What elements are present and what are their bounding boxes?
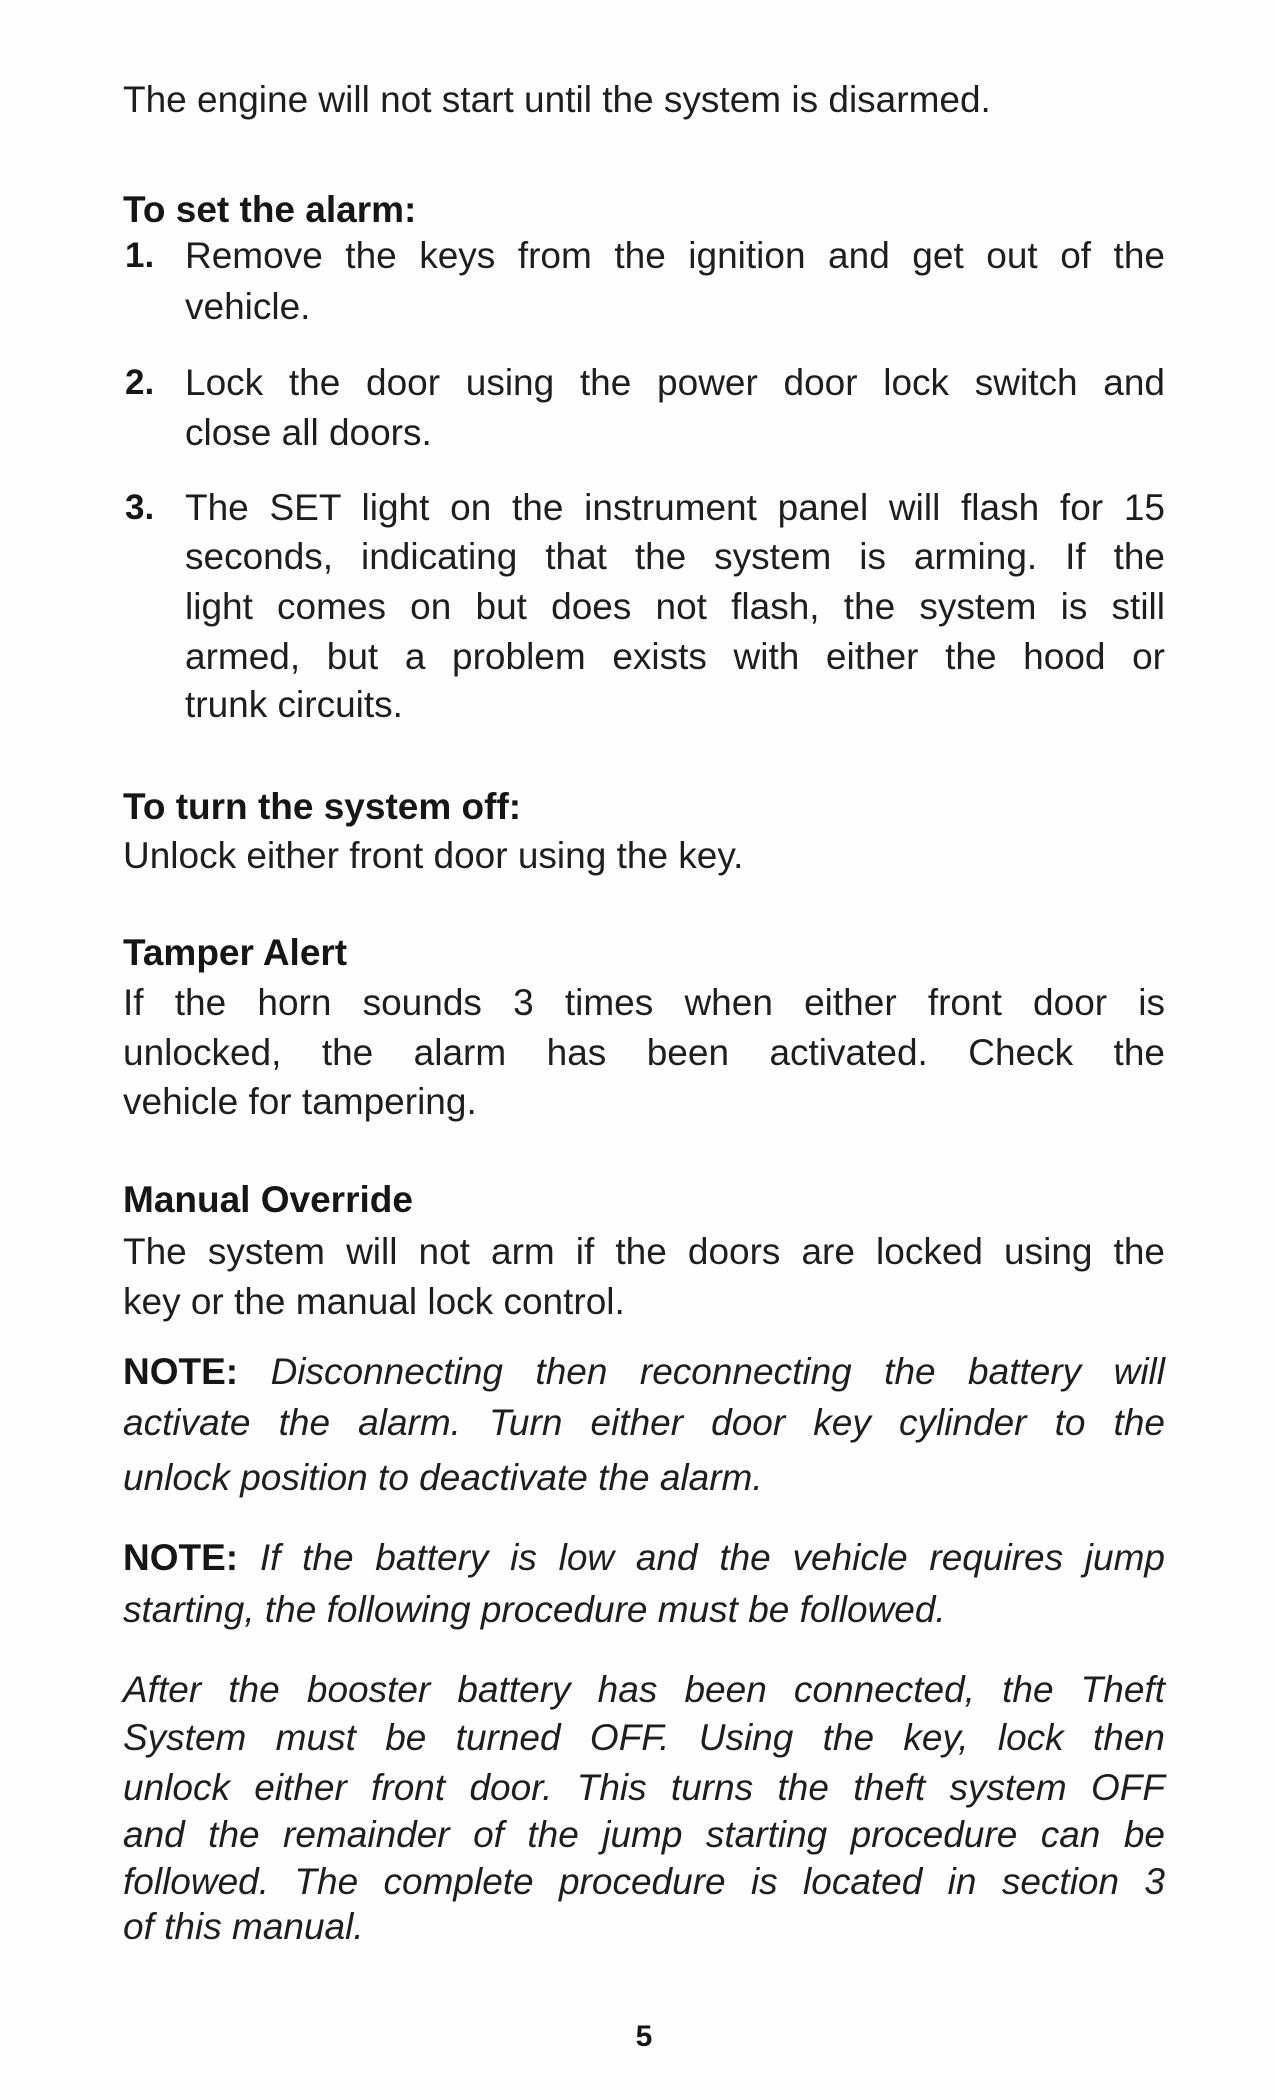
- turn-off-text: Unlock either front door using the key.: [123, 835, 744, 876]
- note-label: NOTE:: [123, 1537, 239, 1578]
- note-text: If the battery is low and the vehicle requires jump: [259, 1537, 1165, 1578]
- manual-override-heading: Manual Override: [123, 1179, 413, 1220]
- tamper-alert-heading: Tamper Alert: [123, 932, 348, 973]
- turn-off-heading: To turn the system off:: [123, 786, 522, 827]
- step-line: Lock the door using the power door lock switch and: [185, 362, 1165, 403]
- note-1-line: [123, 1353, 1165, 1393]
- jump-start-line: and the remainder of the jump starting procedure can be: [123, 1814, 1165, 1855]
- page-number: 5: [635, 2020, 653, 2053]
- step-line: trunk circuits.: [185, 684, 403, 725]
- set-alarm-heading: To set the alarm:: [123, 189, 417, 230]
- tamper-alert-line: If the horn sounds 3 times when either front door is: [123, 982, 1165, 1023]
- jump-start-line: System must be turned OFF. Using the key, lock then: [123, 1717, 1165, 1758]
- note-2-line: starting, the following procedure must be followed.: [123, 1589, 946, 1630]
- tamper-alert-line: vehicle for tampering.: [123, 1081, 477, 1122]
- jump-start-line: unlock either front door. This turns the theft system OFF: [123, 1767, 1165, 1808]
- note-1-line: unlock position to deactivate the alarm.: [123, 1457, 763, 1498]
- step-number: 3.: [125, 488, 155, 527]
- intro-text: The engine will not start until the system is disarmed.: [123, 79, 991, 120]
- step-line: The SET light on the instrument panel will flash for 15: [185, 487, 1165, 528]
- jump-start-line: After the booster battery has been connected, the Theft: [123, 1669, 1165, 1710]
- step-line: Remove the keys from the ignition and get out of the: [185, 235, 1165, 276]
- step-number: 1.: [125, 236, 155, 275]
- note-text: Disconnecting then reconnecting the battery will: [270, 1351, 1165, 1392]
- step-line: armed, but a problem exists with either the hood or: [185, 636, 1165, 677]
- tamper-alert-line: unlocked, the alarm has been activated. Check the: [123, 1032, 1165, 1073]
- jump-start-line: of this manual.: [123, 1906, 364, 1947]
- jump-start-line: followed. The complete procedure is located in section 3: [123, 1861, 1165, 1902]
- step-line: light comes on but does not flash, the system is still: [185, 586, 1165, 627]
- manual-override-line: The system will not arm if the doors are locked using the: [123, 1231, 1165, 1272]
- step-line: seconds, indicating that the system is arming. If the: [185, 536, 1165, 577]
- note-2-line: [123, 1539, 1165, 1579]
- step-line: vehicle.: [185, 286, 311, 327]
- manual-override-line: key or the manual lock control.: [123, 1281, 625, 1322]
- note-label: NOTE:: [123, 1351, 239, 1392]
- step-line: close all doors.: [185, 412, 432, 453]
- note-1-line: activate the alarm. Turn either door key cylinder to the: [123, 1402, 1165, 1443]
- step-number: 2.: [125, 363, 155, 402]
